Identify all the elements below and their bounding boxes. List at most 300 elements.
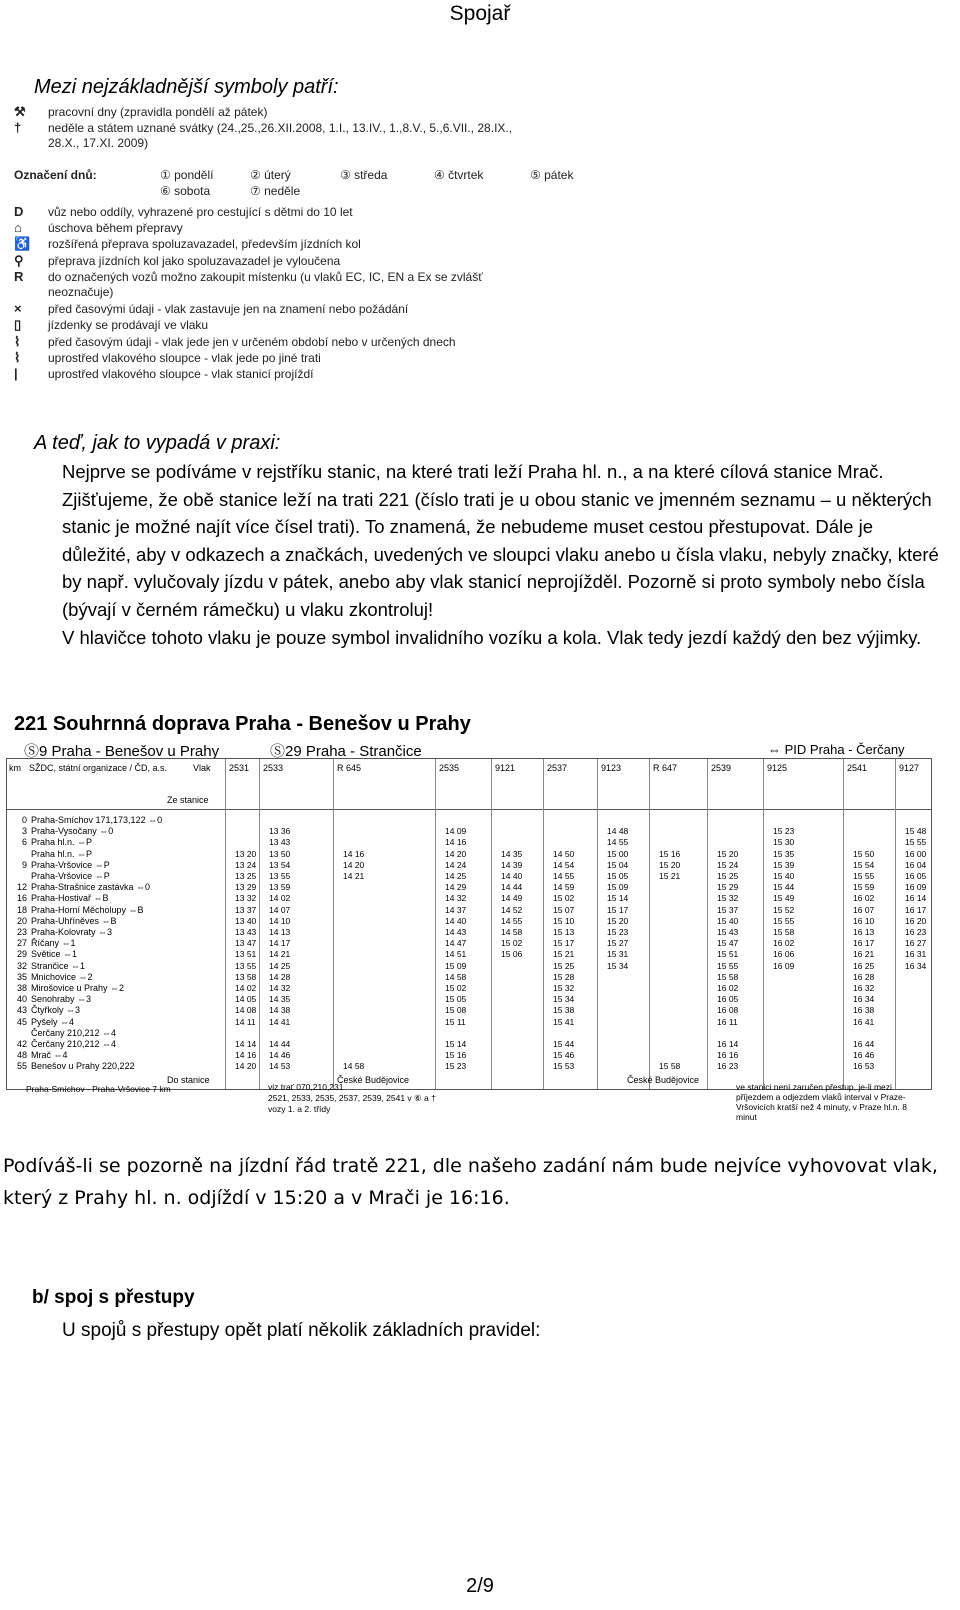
departure-time: 14 20 xyxy=(235,1061,257,1072)
ceske-budejovice-label: České Budějovice xyxy=(337,1074,410,1085)
footnote-3: 2521, 2533, 2535, 2537, 2539, 2541 v ⑥ a † xyxy=(268,1093,436,1103)
day-item: ④ čtvrtek xyxy=(434,168,484,182)
departure-time: 14 29 xyxy=(445,882,467,893)
departure-time: 15 55 xyxy=(905,837,927,848)
legend-text: rozšířená přeprava spoluzavazadel, především jízdních kol xyxy=(48,237,361,252)
legend-text: úschova během přepravy xyxy=(48,221,183,236)
departure-time: 15 41 xyxy=(553,1016,575,1027)
legend-text: neděle a státem uznané svátky (24.,25.,26.XII.2008, 1.I., 13.IV., 1.,8.V., 5.,6.VII., 28.IX., xyxy=(48,121,513,135)
departure-time: 13 43 xyxy=(235,927,257,937)
timetable-column-divider xyxy=(491,759,492,1089)
departure-time: 13 50 xyxy=(269,848,291,859)
departure-time: 15 32 xyxy=(717,893,739,904)
timetable-column-divider xyxy=(843,759,844,1089)
departure-time: 14 20 xyxy=(343,859,365,870)
departure-time: 16 23 xyxy=(717,1061,739,1072)
legend-row xyxy=(10,366,313,381)
section-b-heading: b/ spoj s přestupy xyxy=(32,1287,195,1308)
departure-time: 15 52 xyxy=(773,904,795,915)
departure-time: 15 00 xyxy=(607,848,629,859)
header-ze-stanice: Ze stanice xyxy=(167,795,209,805)
departure-time: 14 05 xyxy=(235,994,257,1005)
departure-time: 14 32 xyxy=(269,983,291,993)
station-name: Praha-Uhříněves ⇔B xyxy=(31,915,117,926)
day-item: ③ středa xyxy=(340,168,388,182)
legend-row xyxy=(10,317,208,333)
departure-time: 15 32 xyxy=(553,983,575,993)
departure-time: 14 41 xyxy=(269,1016,291,1027)
station-km: 40 xyxy=(16,994,27,1005)
header-km: km xyxy=(9,763,21,773)
departure-time: 14 43 xyxy=(445,927,467,937)
departure-time: 14 17 xyxy=(269,938,291,949)
departure-time: 14 58 xyxy=(343,1061,365,1072)
conclusion-paragraph xyxy=(3,1150,943,1214)
departure-time: 14 48 xyxy=(607,826,629,837)
page-header: Spojař xyxy=(449,2,511,25)
departure-time: 14 49 xyxy=(501,893,523,904)
timetable-column-divider xyxy=(225,759,226,1089)
departure-time: 14 25 xyxy=(445,871,467,881)
timetable-subtitle-s29: Ⓢ29 Praha - Strančice xyxy=(270,743,422,760)
departure-time: 15 44 xyxy=(553,1039,575,1049)
departure-time: 15 55 xyxy=(773,915,795,926)
departure-time: 16 46 xyxy=(853,1050,875,1061)
departure-time: 15 05 xyxy=(445,994,467,1005)
station-km: 48 xyxy=(16,1050,27,1061)
departure-time: 13 55 xyxy=(235,960,257,971)
departure-time: 14 02 xyxy=(269,893,291,904)
station-name: Praha-Vršovice ⇔P xyxy=(31,859,110,870)
departure-time: 15 17 xyxy=(607,904,629,915)
train-number: 2539 xyxy=(711,763,732,773)
departure-time: 13 29 xyxy=(235,882,257,893)
departure-time: 15 06 xyxy=(501,949,523,960)
departure-time: 14 58 xyxy=(445,971,467,982)
departure-time: 16 27 xyxy=(905,938,927,949)
timetable-column-divider xyxy=(895,759,896,1089)
departure-time: 16 34 xyxy=(905,960,927,971)
body-paragraph-2: V hlavičce tohoto vlaku je pouze symbol invalidního vozíku a kola. Vlak tedy jezdí každý den bez výjimky. xyxy=(62,626,922,648)
legend-row xyxy=(10,104,267,120)
departure-time: 16 31 xyxy=(905,949,927,960)
departure-time: 15 40 xyxy=(773,871,795,881)
departure-time: 15 40 xyxy=(717,915,739,926)
ceske-budejovice-label: České Budějovice xyxy=(627,1074,700,1085)
departure-time: 16 13 xyxy=(853,927,875,937)
departure-time: 15 25 xyxy=(717,871,739,881)
legend-symbol-icon: | xyxy=(14,366,18,381)
departure-time: 14 46 xyxy=(269,1050,291,1061)
legend-text: uprostřed vlakového sloupce - vlak jede po jiné trati xyxy=(48,350,321,365)
station-km: 23 xyxy=(16,927,27,937)
departure-time: 14 35 xyxy=(501,848,523,859)
departure-time: 15 08 xyxy=(445,1005,467,1016)
legend-row xyxy=(10,136,148,150)
departure-time: 15 38 xyxy=(553,1005,575,1016)
departure-time: 15 02 xyxy=(445,983,467,993)
body-paragraph-1: Nejprve se podíváme v rejstříku stanic, na které trati leží Praha hl. n., a na které cílová stanice Mrač. Zjišťujeme, že obě stanice leží na trati 221 (číslo trati je u obou stanic ve jmenném seznamu – u některých stanic je možné najít více čísel trati). To znamená, že nebudeme muset cestou přestupovat. Dále je důležité, aby v odkazech a značkách, uvedených ve sloupci vlaku anebo u čísla vlaku, nebyly značky, které by např. vylučovaly jízdu v pátek, anebo aby vlak stanicí neprojížděl. Pozorně si proto symboly nebo čísla (bývají v černém rámečku) u vlaku zkontroluj! xyxy=(62,461,939,620)
timetable-column-divider xyxy=(333,759,334,1089)
departure-time: 16 34 xyxy=(853,994,875,1005)
departure-time: 15 23 xyxy=(607,927,629,937)
header-operator: SŽDC, státní organizace / ČD, a.s. xyxy=(29,763,168,773)
station-name: Praha-Kolovraty ⇔3 xyxy=(31,927,113,937)
legend-row xyxy=(10,120,512,135)
departure-time: 16 10 xyxy=(853,915,875,926)
legend-text: neoznačuje) xyxy=(48,285,114,299)
departure-time: 13 36 xyxy=(269,826,291,837)
departure-time: 15 58 xyxy=(659,1061,681,1072)
station-name: Praha-Strašnice zastávka ⇔0 xyxy=(31,882,151,893)
departure-time: 14 52 xyxy=(501,904,523,915)
train-number: 9123 xyxy=(601,763,622,773)
departure-time: 15 35 xyxy=(773,848,795,859)
intro-heading: Mezi nejzákladnější symboly patří: xyxy=(34,76,339,98)
legend-text: jízdenky se prodávají ve vlaku xyxy=(48,318,209,333)
station-name: Praha-Horní Měcholupy ⇔B xyxy=(31,904,144,915)
station-km: 3 xyxy=(21,826,27,837)
departure-time: 15 46 xyxy=(553,1050,575,1061)
departure-time: 15 55 xyxy=(853,871,875,881)
departure-time: 14 59 xyxy=(553,882,575,893)
departure-time: 15 58 xyxy=(773,927,795,937)
legend-row xyxy=(10,285,113,299)
station-km: 35 xyxy=(16,971,27,982)
legend-row xyxy=(10,350,321,366)
station-km: 29 xyxy=(16,949,27,960)
departure-time: 16 32 xyxy=(853,983,875,993)
departure-time: 15 23 xyxy=(773,826,795,837)
station-name: Senohraby ⇔3 xyxy=(31,994,92,1005)
departure-time: 14 11 xyxy=(235,1016,256,1027)
station-km: 45 xyxy=(16,1016,27,1027)
departure-time: 16 25 xyxy=(853,960,875,971)
departure-time: 14 08 xyxy=(235,1005,257,1016)
departure-time: 14 16 xyxy=(445,837,467,848)
departure-time: 16 07 xyxy=(853,904,875,915)
departure-time: 14 54 xyxy=(553,859,575,870)
legend-row xyxy=(10,220,183,235)
departure-time: 15 50 xyxy=(853,848,875,859)
legend-symbol-icon: ⌇ xyxy=(14,333,21,349)
station-km: 18 xyxy=(16,904,27,915)
departure-time: 14 40 xyxy=(445,915,467,926)
departure-time: 16 28 xyxy=(853,971,875,982)
station-km: 38 xyxy=(16,983,27,993)
departure-time: 15 54 xyxy=(853,859,875,870)
station-km: 16 xyxy=(16,893,27,904)
station-km: 6 xyxy=(21,837,27,848)
train-number: 2531 xyxy=(229,763,250,773)
departure-time: 16 09 xyxy=(905,882,927,893)
station-km: 27 xyxy=(16,938,27,949)
departure-time: 14 55 xyxy=(607,837,629,848)
departure-time: 15 14 xyxy=(607,893,629,904)
train-number: R 647 xyxy=(653,763,678,773)
departure-time: 14 40 xyxy=(501,871,523,881)
departure-time: 16 06 xyxy=(773,949,795,960)
legend-row xyxy=(10,204,353,219)
departure-time: 15 34 xyxy=(553,994,575,1005)
legend-symbol-icon: D xyxy=(14,204,24,219)
departure-time: 14 10 xyxy=(269,915,291,926)
departure-time: 13 24 xyxy=(235,859,257,870)
station-km: 32 xyxy=(16,960,27,971)
departure-time: 15 13 xyxy=(553,927,575,937)
departure-time: 16 02 xyxy=(853,893,875,904)
timetable-column-divider xyxy=(435,759,436,1089)
departure-time: 14 51 xyxy=(445,949,467,960)
timetable-column-divider xyxy=(259,759,260,1089)
departure-time: 13 58 xyxy=(235,971,257,982)
departure-time: 14 39 xyxy=(501,859,523,870)
departure-time: 16 05 xyxy=(717,994,739,1005)
departure-time: 14 24 xyxy=(445,859,467,870)
train-number: R 645 xyxy=(337,763,362,773)
station-name: Praha-Vršovice ⇔P xyxy=(31,871,110,881)
departure-time: 15 39 xyxy=(773,859,795,870)
departure-time: 15 25 xyxy=(553,960,575,971)
departure-time: 14 25 xyxy=(269,960,291,971)
departure-time: 15 16 xyxy=(445,1050,467,1061)
departure-time: 15 23 xyxy=(445,1061,467,1072)
departure-time: 14 16 xyxy=(235,1050,257,1061)
departure-time: 14 55 xyxy=(553,871,575,881)
station-name: Praha-Smíchov 171,173,122 ⇔0 xyxy=(31,815,163,825)
header-vlak: Vlak xyxy=(193,763,211,773)
timetable-column-divider xyxy=(543,759,544,1089)
departure-time: 16 38 xyxy=(853,1005,875,1016)
departure-time: 15 47 xyxy=(717,938,739,949)
legend-symbol-icon: ▯ xyxy=(14,317,22,333)
departure-time: 15 17 xyxy=(553,938,575,949)
departure-time: 15 09 xyxy=(445,960,467,971)
departure-time: 13 20 xyxy=(235,848,257,859)
timetable-pid: ⇔ PID Praha - Čerčany xyxy=(768,742,905,757)
station-name: Světice ⇔1 xyxy=(31,949,78,960)
departure-time: 15 09 xyxy=(607,882,629,893)
departure-time: 16 20 xyxy=(905,915,927,926)
departure-time: 15 20 xyxy=(607,915,629,926)
footnote-4: vozy 1. a 2. třídy xyxy=(268,1104,331,1114)
departure-time: 15 20 xyxy=(659,859,681,870)
station-name: Mrač ⇔4 xyxy=(31,1050,68,1061)
departure-time: 16 05 xyxy=(905,871,927,881)
departure-time: 16 17 xyxy=(853,938,875,949)
departure-time: 15 51 xyxy=(717,949,739,960)
day-item: ① pondělí xyxy=(160,168,214,182)
departure-time: 14 02 xyxy=(235,983,257,993)
departure-time: 13 55 xyxy=(269,871,291,881)
departure-time: 13 37 xyxy=(235,904,257,915)
departure-time: 14 53 xyxy=(269,1061,291,1072)
departure-time: 16 02 xyxy=(773,938,795,949)
departure-time: 14 21 xyxy=(269,949,291,960)
departure-time: 14 38 xyxy=(269,1005,291,1016)
station-name: Strančice ⇔1 xyxy=(31,960,86,971)
footnote-5: ve stanici není zaručen přestup, je-li mezi příjezdem a odjezdem vlaků interval v Praze-Vršovicích kratší než 4 minuty, v Praze hl.n. 8 minut xyxy=(736,1082,908,1122)
departure-time: 14 21 xyxy=(343,871,365,881)
departure-time: 16 08 xyxy=(717,1005,739,1016)
departure-time: 13 51 xyxy=(235,949,257,960)
section-b-text: U spojů s přestupy opět platí několik základních pravidel: xyxy=(62,1320,541,1341)
departure-time: 15 43 xyxy=(717,927,739,937)
departure-time: 15 04 xyxy=(607,859,629,870)
station-km: 55 xyxy=(16,1061,27,1072)
train-number: 2541 xyxy=(847,763,868,773)
practice-heading: A teď, jak to vypadá v praxi: xyxy=(34,432,281,454)
station-km: 42 xyxy=(16,1039,27,1049)
departure-time: 15 07 xyxy=(553,904,575,915)
timetable-header xyxy=(7,759,931,810)
departure-time: 16 02 xyxy=(717,983,739,993)
station-km: 0 xyxy=(21,815,27,825)
legend-symbol-icon: ⚒ xyxy=(14,104,26,119)
departure-time: 15 29 xyxy=(717,882,739,893)
departure-time: 15 24 xyxy=(717,859,739,870)
day-item: ⑤ pátek xyxy=(530,168,574,182)
timetable-column-divider xyxy=(597,759,598,1089)
departure-time: 16 14 xyxy=(717,1039,739,1049)
departure-time: 15 48 xyxy=(905,826,927,837)
departure-time: 15 55 xyxy=(717,960,739,971)
departure-time: 13 32 xyxy=(235,893,257,904)
legend-row xyxy=(10,236,361,252)
station-km: 43 xyxy=(16,1005,27,1016)
departure-time: 13 59 xyxy=(269,882,291,893)
legend-row xyxy=(10,334,456,350)
departure-time: 14 20 xyxy=(445,848,467,859)
legend-text: do označených vozů možno zakoupit místenku (u vlaků EC, IC, EN a Ex se zvlášť xyxy=(48,269,483,284)
departure-time: 16 14 xyxy=(905,893,927,904)
footnote-1: Praha-Smíchov - Praha-Vršovice 7 km xyxy=(26,1084,171,1094)
departure-time: 15 59 xyxy=(853,882,875,893)
header-do-stanice: Do stanice xyxy=(167,1074,210,1085)
legend-symbol-icon: × xyxy=(14,301,22,317)
departure-time: 14 09 xyxy=(445,826,467,837)
timetable-column-divider xyxy=(763,759,764,1089)
day-item: ⑦ neděle xyxy=(250,184,301,198)
train-number: 2533 xyxy=(263,763,284,773)
station-name: Benešov u Prahy 220,222 xyxy=(31,1061,135,1072)
legend-text: před časovými údaji - vlak zastavuje jen na znamení nebo požádání xyxy=(48,302,409,317)
page-number: 2/9 xyxy=(466,1575,494,1597)
station-km: 20 xyxy=(16,915,27,926)
legend-text: přeprava jízdních kol jako spoluzavazadel je vyloučena xyxy=(48,253,341,268)
departure-time: 16 41 xyxy=(853,1016,875,1027)
legend-symbol-icon: R xyxy=(14,268,24,284)
station-km: 9 xyxy=(21,859,27,870)
departure-time: 14 55 xyxy=(501,915,523,926)
departure-time: 15 02 xyxy=(501,938,523,949)
station-name: Mirošovice u Prahy ⇔2 xyxy=(31,983,125,993)
departure-time: 16 16 xyxy=(717,1050,739,1061)
departure-time: 16 17 xyxy=(905,904,927,915)
station-name: Říčany ⇔1 xyxy=(31,938,76,949)
departure-time: 14 32 xyxy=(445,893,467,904)
departure-time: 16 21 xyxy=(853,949,875,960)
departure-time: 13 43 xyxy=(269,837,291,848)
departure-time: 15 21 xyxy=(553,949,575,960)
departure-time: 16 44 xyxy=(853,1039,875,1049)
station-name: Čerčany 210,212 ⇔4 xyxy=(31,1039,117,1049)
timetable-column-divider xyxy=(649,759,650,1089)
legend-symbol-icon: † xyxy=(14,120,22,135)
station-name: Praha-Hostivař ⇔B xyxy=(31,893,109,904)
departure-time: 15 27 xyxy=(607,938,629,949)
days-label: Označení dnů: xyxy=(14,168,97,182)
legend-text: před časovým údaji - vlak jede jen v určeném období nebo v určených dnech xyxy=(48,334,456,349)
legend-row xyxy=(10,253,340,269)
departure-time: 16 04 xyxy=(905,859,927,870)
legend-symbol-icon: ♿ xyxy=(14,236,31,252)
departure-time: 15 44 xyxy=(773,882,795,893)
departure-time: 14 50 xyxy=(553,848,575,859)
departure-time: 14 13 xyxy=(269,927,291,937)
timetable-title: 221 Souhrnná doprava Praha - Benešov u Prahy xyxy=(14,713,471,735)
departure-time: 15 02 xyxy=(553,893,575,904)
train-number: 2537 xyxy=(547,763,568,773)
train-number: 9127 xyxy=(899,763,920,773)
departure-time: 13 54 xyxy=(269,859,291,870)
station-name: Čtyřkoly ⇔3 xyxy=(31,1005,81,1016)
departure-time: 15 28 xyxy=(553,971,575,982)
departure-time: 15 20 xyxy=(717,848,739,859)
body-text xyxy=(62,458,942,651)
train-number: 9125 xyxy=(767,763,788,773)
departure-time: 16 11 xyxy=(717,1016,738,1027)
departure-time: 14 28 xyxy=(269,971,291,982)
legend-text: uprostřed vlakového sloupce - vlak stanicí projíždí xyxy=(48,367,314,381)
departure-time: 14 07 xyxy=(269,904,291,915)
station-name: Pyšely ⇔4 xyxy=(31,1016,75,1027)
departure-time: 15 14 xyxy=(445,1039,467,1049)
legend-text: vůz nebo oddíly, vyhrazené pro cestující s dětmi do 10 let xyxy=(48,205,353,219)
departure-time: 16 53 xyxy=(853,1061,875,1072)
footnote-2: viz trať 070,210,231 xyxy=(268,1082,344,1092)
departure-time: 15 53 xyxy=(553,1061,575,1072)
timetable-column-divider xyxy=(707,759,708,1089)
station-name: Praha hl.n. ⇔P xyxy=(31,848,93,859)
legend-row xyxy=(10,301,408,316)
legend-row xyxy=(10,269,483,284)
departure-time: 15 49 xyxy=(773,893,795,904)
departure-time: 15 30 xyxy=(773,837,795,848)
departure-time: 14 16 xyxy=(343,848,365,859)
conclusion-text: Podíváš-li se pozorně na jízdní řád tratě 221, dle našeho zadání nám bude nejvíce vyhovovat vlak, který z Prahy hl. n. odjíždí v 15:20 a v Mrači je 16:16. xyxy=(3,1155,938,1209)
station-name: Mnichovice ⇔2 xyxy=(31,971,93,982)
departure-time: 15 05 xyxy=(607,871,629,881)
legend-text: pracovní dny (zpravidla pondělí až pátek) xyxy=(48,105,268,119)
departure-time: 16 23 xyxy=(905,927,927,937)
station-name: Čerčany 210,212 ⇔4 xyxy=(31,1027,117,1038)
train-number: 9121 xyxy=(495,763,516,773)
legend-text: 28.X., 17.XI. 2009) xyxy=(48,136,149,150)
station-km: 12 xyxy=(16,882,27,893)
timetable xyxy=(6,758,932,1090)
timetable-subtitle-s9: Ⓢ9 Praha - Benešov u Prahy xyxy=(24,743,220,760)
departure-time: 14 47 xyxy=(445,938,467,949)
departure-time: 15 34 xyxy=(607,960,629,971)
departure-time: 13 40 xyxy=(235,915,257,926)
departure-time: 15 58 xyxy=(717,971,739,982)
departure-time: 13 25 xyxy=(235,871,257,881)
departure-time: 15 11 xyxy=(445,1016,466,1027)
legend-symbol-icon: ⌂ xyxy=(14,220,22,236)
departure-time: 15 10 xyxy=(553,915,575,926)
departure-time: 16 00 xyxy=(905,848,927,859)
